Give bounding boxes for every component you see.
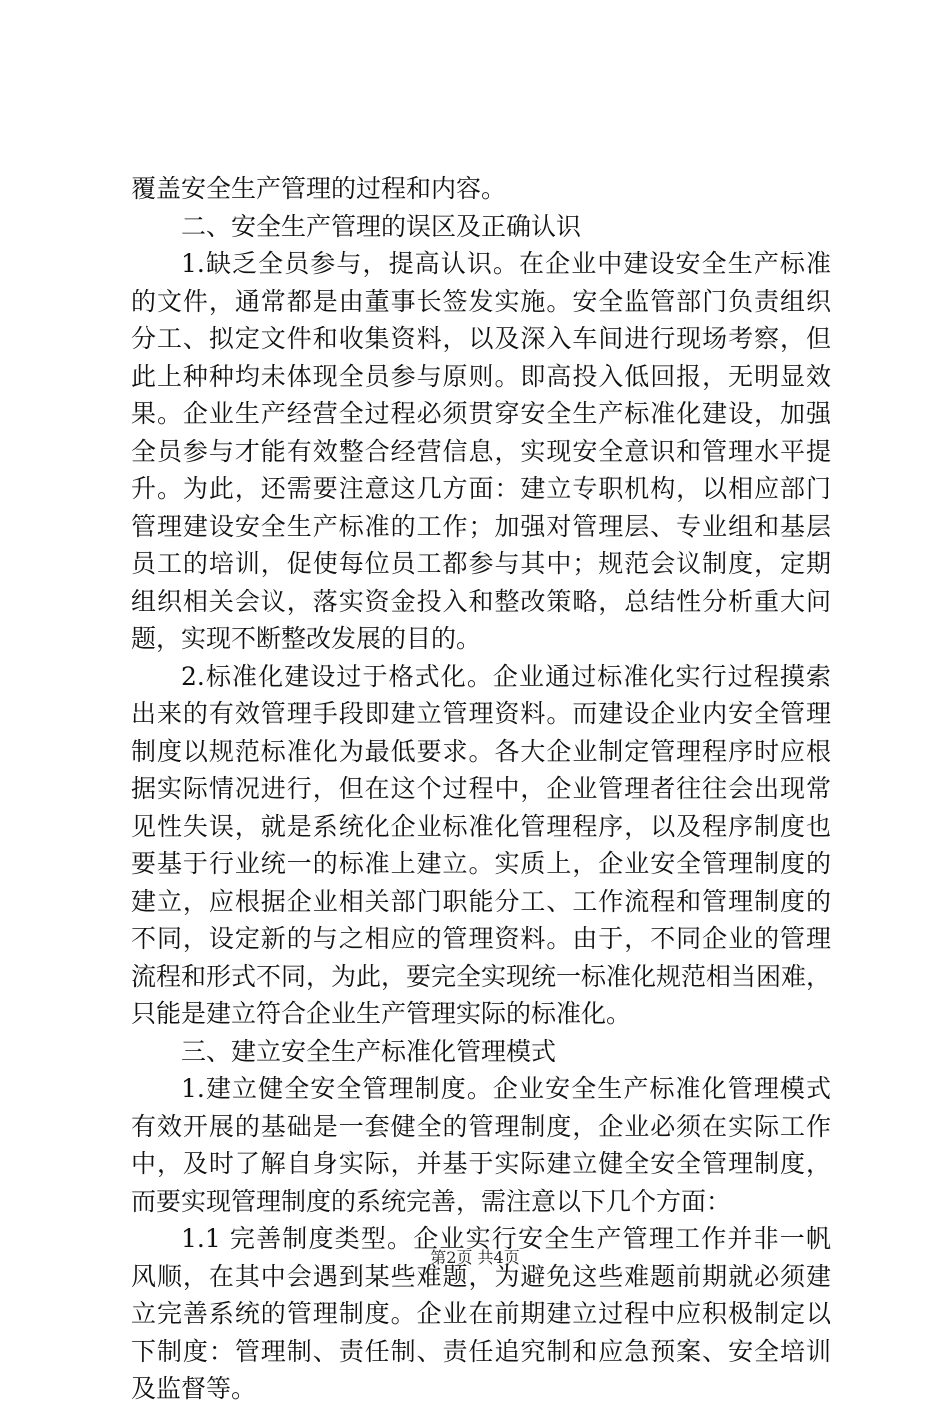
text-line: 风顺，在其中会遇到某些难题，为避免这些难题前期就必须建 — [131, 1261, 831, 1291]
text-line: 2.标准化建设过于格式化。企业通过标准化实行过程摸索 — [181, 661, 831, 691]
text-line: 而要实现管理制度的系统完善，需注意以下几个方面： — [131, 1186, 732, 1216]
text-line: 建立，应根据企业相关部门职能分工、工作流程和管理制度的 — [131, 886, 831, 916]
text-line: 管理建设安全生产标准的工作；加强对管理层、专业组和基层 — [131, 511, 831, 541]
text-line: 题，实现不断整改发展的目的。 — [131, 624, 482, 653]
text-line: 有效开展的基础是一套健全的管理制度，企业必须在实际工作 — [131, 1111, 831, 1141]
text-line: 的文件，通常都是由董事长签发实施。安全监管部门负责组织 — [131, 286, 831, 316]
text-line: 全员参与才能有效整合经营信息，实现安全意识和管理水平提 — [131, 436, 831, 466]
text-line: 下制度：管理制、责任制、责任追究制和应急预案、安全培训 — [131, 1336, 831, 1366]
document-body — [131, 170, 831, 1408]
text-line: 及监督等。 — [131, 1374, 257, 1403]
text-line: 三、建立安全生产标准化管理模式 — [181, 1036, 557, 1066]
text-line: 覆盖安全生产管理的过程和内容。 — [131, 174, 507, 203]
text-line: 据实际情况进行，但在这个过程中，企业管理者往往会出现常 — [131, 774, 831, 803]
text-line: 员工的培训，促使每位员工都参与其中；规范会议制度，定期 — [131, 549, 831, 578]
text-line: 不同，设定新的与之相应的管理资料。由于，不同企业的管理 — [131, 924, 831, 953]
text-line: 二、安全生产管理的误区及正确认识 — [181, 211, 582, 241]
text-line: 出来的有效管理手段即建立管理资料。而建设企业内安全管理 — [131, 699, 831, 728]
text-line: 组织相关会议，落实资金投入和整改策略，总结性分析重大问 — [131, 586, 831, 616]
text-line: 只能是建立符合企业生产管理实际的标准化。 — [131, 999, 632, 1028]
text-line: 1.缺乏全员参与，提高认识。在企业中建设安全生产标准 — [181, 249, 831, 278]
text-line: 制度以规范标准化为最低要求。各大企业制定管理程序时应根 — [131, 736, 831, 766]
text-line: 此上种种均未体现全员参与原则。即高投入低回报，无明显效 — [131, 361, 831, 391]
text-line: 1.建立健全安全管理制度。企业安全生产标准化管理模式 — [181, 1074, 831, 1103]
page-footer: 第2页 共4页 — [430, 1248, 520, 1267]
text-line: 中，及时了解自身实际，并基于实际建立健全安全管理制度， — [131, 1149, 831, 1178]
text-line: 要基于行业统一的标准上建立。实质上，企业安全管理制度的 — [131, 849, 831, 878]
text-line: 见性失误，就是系统化企业标准化管理程序，以及程序制度也 — [131, 811, 831, 841]
text-line: 分工、拟定文件和收集资料，以及深入车间进行现场考察，但 — [131, 324, 831, 353]
text-line: 立完善系统的管理制度。企业在前期建立过程中应积极制定以 — [131, 1299, 831, 1328]
text-line: 果。企业生产经营全过程必须贯穿安全生产标准化建设，加强 — [131, 399, 831, 428]
text-line: 流程和形式不同，为此，要完全实现统一标准化规范相当困难， — [131, 961, 832, 991]
text-line: 升。为此，还需要注意这几方面：建立专职机构，以相应部门 — [131, 474, 831, 503]
text-line: 1.1 完善制度类型。企业实行安全生产管理工作并非一帆 — [181, 1224, 831, 1253]
